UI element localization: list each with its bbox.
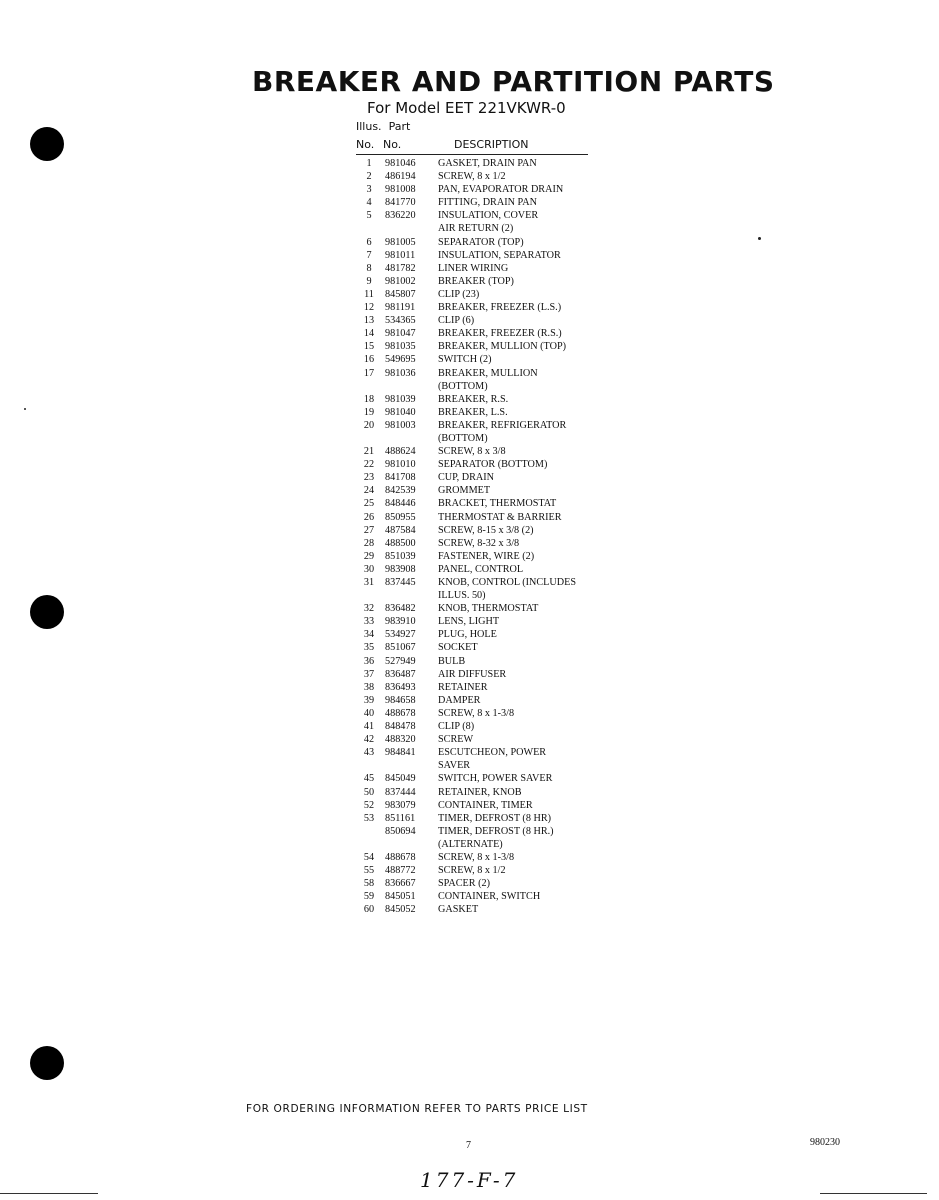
illus-number: 52: [363, 799, 375, 811]
part-number: 981047: [385, 328, 416, 340]
part-number: 836220: [385, 210, 416, 222]
binder-hole-middle: [30, 595, 64, 629]
table-row: [356, 471, 616, 484]
table-row: [356, 314, 616, 327]
part-description: SPACER (2): [438, 878, 490, 890]
table-row: [356, 720, 616, 733]
part-number: 981008: [385, 184, 416, 196]
part-description: KNOB, THERMOSTAT: [438, 603, 539, 615]
part-number: 487584: [385, 524, 416, 536]
part-description: BREAKER, MULLION (BOTTOM): [438, 367, 538, 392]
scan-edge-line-left: [0, 1193, 98, 1194]
part-description: TIMER, DEFROST (8 HR.) (ALTERNATE): [438, 825, 554, 850]
part-number: 981005: [385, 236, 416, 248]
illus-number: 34: [363, 629, 375, 641]
part-number: 842539: [385, 485, 416, 497]
part-description: SEPARATOR (BOTTOM): [438, 459, 548, 471]
illus-number: 3: [366, 184, 372, 196]
part-number: 488772: [385, 865, 416, 877]
table-row: [356, 615, 616, 628]
part-number: 836667: [385, 878, 416, 890]
illus-number: 41: [363, 721, 375, 733]
illus-number: 58: [363, 878, 375, 890]
table-row: [356, 903, 616, 916]
illus-number: 1: [366, 158, 372, 169]
part-description: CLIP (23): [438, 288, 480, 300]
part-description: CLIP (6): [438, 315, 475, 327]
part-description: GASKET: [438, 904, 479, 916]
illus-number: 14: [363, 328, 375, 340]
table-row: [356, 275, 616, 288]
table-row: [356, 851, 616, 864]
illus-number: 35: [363, 642, 375, 654]
parts-table: [356, 157, 616, 916]
illus-number: 40: [363, 707, 375, 719]
part-number: 837445: [385, 577, 416, 588]
part-description: PAN, EVAPORATOR DRAIN: [438, 184, 564, 196]
part-number: 981036: [385, 367, 416, 379]
column-header-top-row: [356, 120, 410, 134]
illus-number: 2: [366, 171, 372, 183]
table-row: [356, 497, 616, 510]
part-number: 981035: [385, 341, 416, 353]
table-row: [356, 170, 616, 183]
part-number: 981039: [385, 393, 416, 405]
table-row: [356, 288, 616, 301]
part-number: 981003: [385, 419, 416, 431]
illus-number: 18: [363, 393, 375, 405]
part-description: PANEL, CONTROL: [438, 563, 524, 575]
part-number: 981046: [385, 158, 416, 169]
illus-number: 45: [363, 773, 375, 785]
part-description: SWITCH (2): [438, 354, 492, 366]
part-description: SCREW: [438, 734, 474, 746]
table-row: [356, 393, 616, 406]
page-number: 7: [466, 1140, 471, 1151]
col-part-top: Part: [388, 120, 411, 133]
part-number: 848478: [385, 721, 416, 733]
part-number: 841770: [385, 197, 416, 209]
table-row: [356, 550, 616, 563]
illus-number: 38: [363, 681, 375, 693]
part-number: 983910: [385, 616, 416, 628]
part-description: RETAINER, KNOB: [438, 786, 522, 798]
ordering-note: FOR ORDERING INFORMATION REFER TO PARTS PRICE LIST: [246, 1103, 588, 1115]
part-description: BREAKER (TOP): [438, 275, 514, 287]
part-number: 488678: [385, 851, 416, 863]
table-row: [356, 301, 616, 314]
part-description: BREAKER, L.S.: [438, 406, 508, 418]
part-number: 981191: [385, 302, 416, 314]
illus-number: 8: [366, 262, 372, 274]
illus-number: 25: [363, 498, 375, 510]
table-row: [356, 772, 616, 785]
illus-number: 12: [363, 302, 375, 314]
illus-number: 50: [363, 786, 375, 798]
part-description: PLUG, HOLE: [438, 629, 497, 641]
part-description: SCREW, 8 x 1-3/8: [438, 851, 515, 863]
table-row: [356, 628, 616, 641]
illus-number: 39: [363, 694, 375, 706]
table-row: [356, 746, 616, 772]
col-description: DESCRIPTION: [454, 138, 529, 151]
table-row: [356, 209, 616, 235]
part-number: 534365: [385, 315, 416, 327]
handwritten-note: 177-F-7: [420, 1168, 519, 1192]
part-number: 836482: [385, 603, 416, 615]
illus-number: 43: [363, 747, 375, 759]
part-description: CONTAINER, SWITCH: [438, 891, 541, 903]
col-illus-top: Illus.: [356, 120, 382, 133]
part-number: 488320: [385, 734, 416, 746]
part-number: 837444: [385, 786, 416, 798]
part-description: THERMOSTAT & BARRIER: [438, 511, 562, 523]
part-description: GROMMET: [438, 485, 491, 497]
illus-number: 54: [363, 851, 375, 863]
table-row: [356, 406, 616, 419]
part-number: 836493: [385, 681, 416, 693]
illus-number: 28: [363, 537, 375, 549]
part-number: 481782: [385, 262, 416, 274]
table-row: [356, 864, 616, 877]
illus-number: 22: [363, 459, 375, 471]
page-title: BREAKER AND PARTITION PARTS: [252, 65, 775, 98]
table-row: [356, 602, 616, 615]
illus-number: 24: [363, 485, 375, 497]
illus-number: 15: [363, 341, 375, 353]
part-number: 841708: [385, 472, 416, 484]
part-description: LENS, LIGHT: [438, 616, 500, 628]
illus-number: 36: [363, 655, 375, 667]
illus-number: 31: [363, 577, 375, 588]
part-number: 488624: [385, 446, 416, 458]
illus-number: 20: [363, 419, 375, 431]
part-description: SCREW, 8 x 1/2: [438, 865, 506, 877]
binder-hole-top: [30, 127, 64, 161]
illus-number: 26: [363, 511, 375, 523]
part-number: 845807: [385, 288, 416, 300]
table-row: [356, 236, 616, 249]
part-description: SCREW, 8 x 1/2: [438, 171, 506, 183]
part-number: 845051: [385, 891, 416, 903]
part-description: SEPARATOR (TOP): [438, 236, 524, 248]
illus-number: 7: [366, 249, 372, 261]
table-row: [356, 655, 616, 668]
table-row: [356, 668, 616, 681]
table-row: [356, 340, 616, 353]
table-row: [356, 563, 616, 576]
binder-hole-bottom: [30, 1046, 64, 1080]
part-description: CUP, DRAIN: [438, 472, 495, 484]
table-row: [356, 262, 616, 275]
table-row: [356, 786, 616, 799]
illus-number: 11: [364, 288, 374, 300]
illus-number: 55: [363, 865, 375, 877]
part-description: BREAKER, REFRIGERATOR (BOTTOM): [438, 419, 567, 444]
part-number: 981010: [385, 459, 416, 471]
illus-number: 13: [363, 315, 375, 327]
part-number: 848446: [385, 498, 416, 510]
table-row: [356, 641, 616, 654]
part-number: 845049: [385, 773, 416, 785]
table-row: [356, 799, 616, 812]
table-row: [356, 812, 616, 825]
part-number: 984841: [385, 747, 416, 759]
table-row: [356, 681, 616, 694]
part-description: SWITCH, POWER SAVER: [438, 773, 553, 785]
illus-number: 19: [363, 406, 375, 418]
part-number: 850694: [385, 825, 416, 837]
table-row: [356, 484, 616, 497]
illus-number: 60: [363, 904, 375, 916]
illus-number: 42: [363, 734, 375, 746]
table-row: [356, 537, 616, 550]
table-row: [356, 183, 616, 196]
part-number: 486194: [385, 171, 416, 183]
part-description: BREAKER, FREEZER (L.S.): [438, 302, 562, 314]
part-description: SCREW, 8-15 x 3/8 (2): [438, 524, 534, 536]
table-row: [356, 157, 616, 170]
part-number: 981002: [385, 275, 416, 287]
scan-edge-line-right: [820, 1193, 927, 1194]
part-number: 851067: [385, 642, 416, 654]
header-rule: [356, 154, 588, 155]
scan-speck: [758, 237, 761, 240]
part-number: 836487: [385, 668, 416, 680]
illus-number: 21: [363, 446, 375, 458]
model-subtitle: For Model EET 221VKWR-0: [367, 99, 566, 117]
part-description: INSULATION, SEPARATOR: [438, 249, 561, 261]
part-description: SCREW, 8 x 1-3/8: [438, 707, 515, 719]
table-row: [356, 576, 616, 602]
part-description: LINER WIRING: [438, 262, 509, 274]
part-description: FASTENER, WIRE (2): [438, 550, 535, 562]
part-description: SCREW, 8 x 3/8: [438, 446, 506, 458]
part-number: 488500: [385, 537, 416, 549]
part-description: RETAINER: [438, 681, 488, 693]
part-description: BREAKER, R.S.: [438, 393, 509, 405]
illus-number: 37: [363, 668, 375, 680]
part-number: 527949: [385, 655, 416, 667]
illus-number: 27: [363, 524, 375, 536]
part-number: 984658: [385, 694, 416, 706]
part-description: SOCKET: [438, 642, 478, 654]
illus-number: 30: [363, 563, 375, 575]
illus-number: 9: [366, 275, 372, 287]
part-description: SCREW, 8-32 x 3/8: [438, 537, 520, 549]
table-row: [356, 367, 616, 393]
table-row: [356, 825, 616, 851]
illus-number: 16: [363, 354, 375, 366]
illus-number: 33: [363, 616, 375, 628]
part-description: AIR DIFFUSER: [438, 668, 507, 680]
scan-speck: [24, 408, 26, 410]
col-part-no: No.: [383, 138, 402, 151]
part-number: 549695: [385, 354, 416, 366]
col-illus-no: No.: [356, 138, 375, 151]
part-number: 981011: [385, 249, 416, 261]
table-row: [356, 419, 616, 445]
table-row: [356, 353, 616, 366]
part-description: TIMER, DEFROST (8 HR): [438, 812, 552, 824]
table-row: [356, 707, 616, 720]
table-row: [356, 249, 616, 262]
part-number: 845052: [385, 904, 416, 916]
illus-number: 17: [363, 367, 375, 379]
part-number: 534927: [385, 629, 416, 641]
part-number: 981040: [385, 406, 416, 418]
table-row: [356, 327, 616, 340]
part-description: KNOB, CONTROL (INCLUDES ILLUS. 50): [438, 577, 576, 602]
table-row: [356, 458, 616, 471]
part-description: FITTING, DRAIN PAN: [438, 197, 537, 209]
illus-number: 53: [363, 812, 375, 824]
column-headers: [356, 138, 588, 154]
part-number: 851039: [385, 550, 416, 562]
part-description: BRACKET, THERMOSTAT: [438, 498, 557, 510]
part-number: 983908: [385, 563, 416, 575]
table-row: [356, 890, 616, 903]
part-description: BULB: [438, 655, 466, 667]
table-row: [356, 445, 616, 458]
part-description: BREAKER, FREEZER (R.S.): [438, 328, 562, 340]
document-code: 980230: [810, 1137, 840, 1148]
illus-number: 59: [363, 891, 375, 903]
illus-number: 23: [363, 472, 375, 484]
table-row: [356, 877, 616, 890]
illus-number: [356, 825, 382, 851]
part-description: BREAKER, MULLION (TOP): [438, 341, 567, 353]
part-number: 488678: [385, 707, 416, 719]
table-row: [356, 524, 616, 537]
illus-number: 32: [363, 603, 375, 615]
table-row: [356, 733, 616, 746]
illus-number: 6: [366, 236, 372, 248]
table-row: [356, 511, 616, 524]
part-description: INSULATION, COVER AIR RETURN (2): [438, 210, 539, 235]
table-row: [356, 694, 616, 707]
table-row: [356, 196, 616, 209]
part-description: CLIP (8): [438, 721, 475, 733]
part-description: ESCUTCHEON, POWER SAVER: [438, 747, 547, 772]
illus-number: 29: [363, 550, 375, 562]
part-description: DAMPER: [438, 694, 481, 706]
part-description: GASKET, DRAIN PAN: [438, 158, 537, 169]
illus-number: 4: [366, 197, 372, 209]
part-number: 983079: [385, 799, 416, 811]
part-description: CONTAINER, TIMER: [438, 799, 533, 811]
illus-number: 5: [366, 210, 372, 222]
part-number: 851161: [385, 812, 416, 824]
part-number: 850955: [385, 511, 416, 523]
